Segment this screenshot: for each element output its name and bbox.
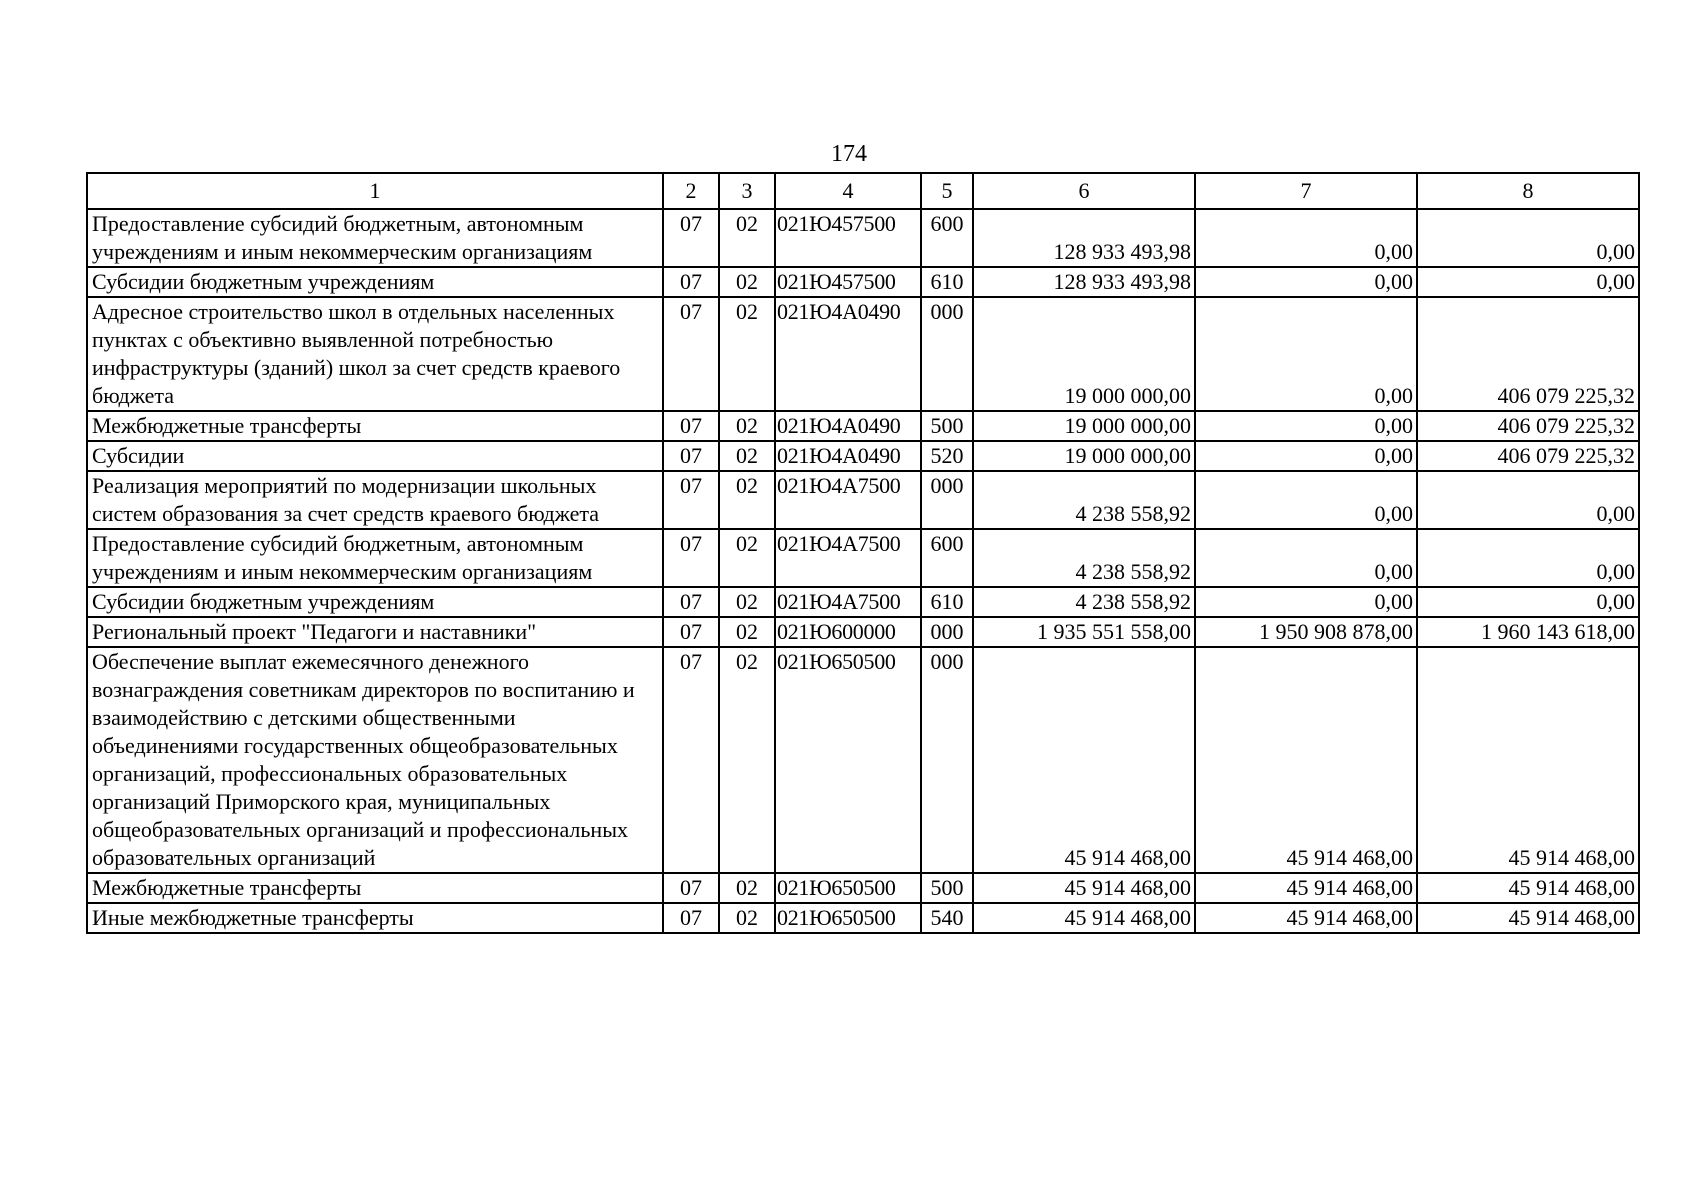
amount-col7-cell: 0,00 (1195, 267, 1417, 297)
amount-col6-cell: 4 238 558,92 (973, 587, 1195, 617)
target-article-cell: 021Ю4А7500 (775, 587, 921, 617)
target-article-cell: 021Ю4А0490 (775, 441, 921, 471)
subsection-code-cell: 02 (719, 903, 775, 933)
amount-col6-cell: 4 238 558,92 (973, 471, 1195, 529)
subsection-code-cell: 02 (719, 297, 775, 411)
amount-col7-cell: 0,00 (1195, 587, 1417, 617)
target-article-cell: 021Ю650500 (775, 903, 921, 933)
table-row (87, 411, 1639, 441)
target-article-cell: 021Ю457500 (775, 267, 921, 297)
header-cell: 2 (663, 173, 719, 209)
amount-col8-cell: 1 960 143 618,00 (1417, 617, 1639, 647)
target-article-cell: 021Ю4А0490 (775, 297, 921, 411)
section-code-cell: 07 (663, 873, 719, 903)
subsection-code-cell: 02 (719, 411, 775, 441)
target-article-cell: 021Ю457500 (775, 209, 921, 267)
amount-col6-cell: 19 000 000,00 (973, 411, 1195, 441)
amount-col6-cell: 128 933 493,98 (973, 267, 1195, 297)
row-name-cell: Предоставление субсидий бюджетным, автономным учреждениям и иным некоммерческим организациям (87, 209, 663, 267)
header-cell: 7 (1195, 173, 1417, 209)
expense-type-cell: 600 (921, 209, 973, 267)
expense-type-cell: 610 (921, 267, 973, 297)
expense-type-cell: 500 (921, 411, 973, 441)
amount-col8-cell: 406 079 225,32 (1417, 441, 1639, 471)
target-article-cell: 021Ю4А7500 (775, 471, 921, 529)
expense-type-cell: 000 (921, 297, 973, 411)
header-row (87, 173, 1639, 209)
table-row (87, 267, 1639, 297)
table-row (87, 617, 1639, 647)
section-code-cell: 07 (663, 441, 719, 471)
amount-col7-cell: 0,00 (1195, 297, 1417, 411)
amount-col8-cell: 0,00 (1417, 471, 1639, 529)
table-row (87, 873, 1639, 903)
header-cell: 3 (719, 173, 775, 209)
subsection-code-cell: 02 (719, 267, 775, 297)
row-name-cell: Субсидии бюджетным учреждениям (87, 587, 663, 617)
expense-type-cell: 540 (921, 903, 973, 933)
amount-col8-cell: 45 914 468,00 (1417, 903, 1639, 933)
expense-type-cell: 000 (921, 647, 973, 873)
section-code-cell: 07 (663, 903, 719, 933)
row-name-cell: Межбюджетные трансферты (87, 411, 663, 441)
amount-col6-cell: 45 914 468,00 (973, 873, 1195, 903)
section-code-cell: 07 (663, 617, 719, 647)
row-name-cell: Региональный проект "Педагоги и наставники" (87, 617, 663, 647)
amount-col7-cell: 45 914 468,00 (1195, 647, 1417, 873)
target-article-cell: 021Ю650500 (775, 647, 921, 873)
subsection-code-cell: 02 (719, 529, 775, 587)
amount-col6-cell: 19 000 000,00 (973, 441, 1195, 471)
header-cell: 6 (973, 173, 1195, 209)
section-code-cell: 07 (663, 471, 719, 529)
table-row (87, 209, 1639, 267)
row-name-cell: Реализация мероприятий по модернизации школьных систем образования за счет средств краевого бюджета (87, 471, 663, 529)
table-row (87, 647, 1639, 873)
expense-type-cell: 520 (921, 441, 973, 471)
expense-type-cell: 500 (921, 873, 973, 903)
subsection-code-cell: 02 (719, 617, 775, 647)
table-row (87, 441, 1639, 471)
subsection-code-cell: 02 (719, 471, 775, 529)
amount-col6-cell: 45 914 468,00 (973, 647, 1195, 873)
amount-col8-cell: 406 079 225,32 (1417, 297, 1639, 411)
table-row (87, 297, 1639, 411)
row-name-cell: Субсидии бюджетным учреждениям (87, 267, 663, 297)
header-cell: 1 (87, 173, 663, 209)
row-name-cell: Субсидии (87, 441, 663, 471)
amount-col6-cell: 128 933 493,98 (973, 209, 1195, 267)
section-code-cell: 07 (663, 411, 719, 441)
amount-col8-cell: 45 914 468,00 (1417, 873, 1639, 903)
header-cell: 4 (775, 173, 921, 209)
amount-col7-cell: 0,00 (1195, 441, 1417, 471)
amount-col8-cell: 45 914 468,00 (1417, 647, 1639, 873)
header-cell: 8 (1417, 173, 1639, 209)
expense-type-cell: 000 (921, 471, 973, 529)
expense-type-cell: 600 (921, 529, 973, 587)
amount-col8-cell: 406 079 225,32 (1417, 411, 1639, 441)
row-name-cell: Предоставление субсидий бюджетным, автономным учреждениям и иным некоммерческим организациям (87, 529, 663, 587)
subsection-code-cell: 02 (719, 587, 775, 617)
table-row (87, 529, 1639, 587)
header-cell: 5 (921, 173, 973, 209)
page-number: 174 (831, 141, 867, 167)
table-row (87, 587, 1639, 617)
amount-col7-cell: 45 914 468,00 (1195, 903, 1417, 933)
table-row (87, 471, 1639, 529)
amount-col7-cell: 0,00 (1195, 471, 1417, 529)
amount-col6-cell: 1 935 551 558,00 (973, 617, 1195, 647)
section-code-cell: 07 (663, 297, 719, 411)
subsection-code-cell: 02 (719, 873, 775, 903)
subsection-code-cell: 02 (719, 647, 775, 873)
expense-type-cell: 610 (921, 587, 973, 617)
subsection-code-cell: 02 (719, 441, 775, 471)
section-code-cell: 07 (663, 587, 719, 617)
row-name-cell: Межбюджетные трансферты (87, 873, 663, 903)
amount-col7-cell: 1 950 908 878,00 (1195, 617, 1417, 647)
budget-table (86, 172, 1640, 934)
amount-col8-cell: 0,00 (1417, 209, 1639, 267)
target-article-cell: 021Ю4А7500 (775, 529, 921, 587)
amount-col7-cell: 0,00 (1195, 411, 1417, 441)
table-row (87, 903, 1639, 933)
subsection-code-cell: 02 (719, 209, 775, 267)
amount-col7-cell: 0,00 (1195, 529, 1417, 587)
section-code-cell: 07 (663, 647, 719, 873)
row-name-cell: Адресное строительство школ в отдельных населенных пунктах с объективно выявленной потребностью инфраструктуры (зданий) школ за счет средств краевого бюджета (87, 297, 663, 411)
amount-col7-cell: 45 914 468,00 (1195, 873, 1417, 903)
amount-col6-cell: 19 000 000,00 (973, 297, 1195, 411)
amount-col8-cell: 0,00 (1417, 529, 1639, 587)
amount-col7-cell: 0,00 (1195, 209, 1417, 267)
row-name-cell: Обеспечение выплат ежемесячного денежного вознаграждения советникам директоров по воспитанию и взаимодействию с детскими общественными объединениями государственных общеобразовательных организаций, профессиональных образовательных организаций Приморского края, муниципальных общеобразовательных организаций и профессиональных образовательных организаций (87, 647, 663, 873)
target-article-cell: 021Ю4А0490 (775, 411, 921, 441)
amount-col8-cell: 0,00 (1417, 267, 1639, 297)
amount-col6-cell: 45 914 468,00 (973, 903, 1195, 933)
section-code-cell: 07 (663, 267, 719, 297)
target-article-cell: 021Ю650500 (775, 873, 921, 903)
expense-type-cell: 000 (921, 617, 973, 647)
target-article-cell: 021Ю600000 (775, 617, 921, 647)
section-code-cell: 07 (663, 209, 719, 267)
amount-col8-cell: 0,00 (1417, 587, 1639, 617)
row-name-cell: Иные межбюджетные трансферты (87, 903, 663, 933)
section-code-cell: 07 (663, 529, 719, 587)
amount-col6-cell: 4 238 558,92 (973, 529, 1195, 587)
